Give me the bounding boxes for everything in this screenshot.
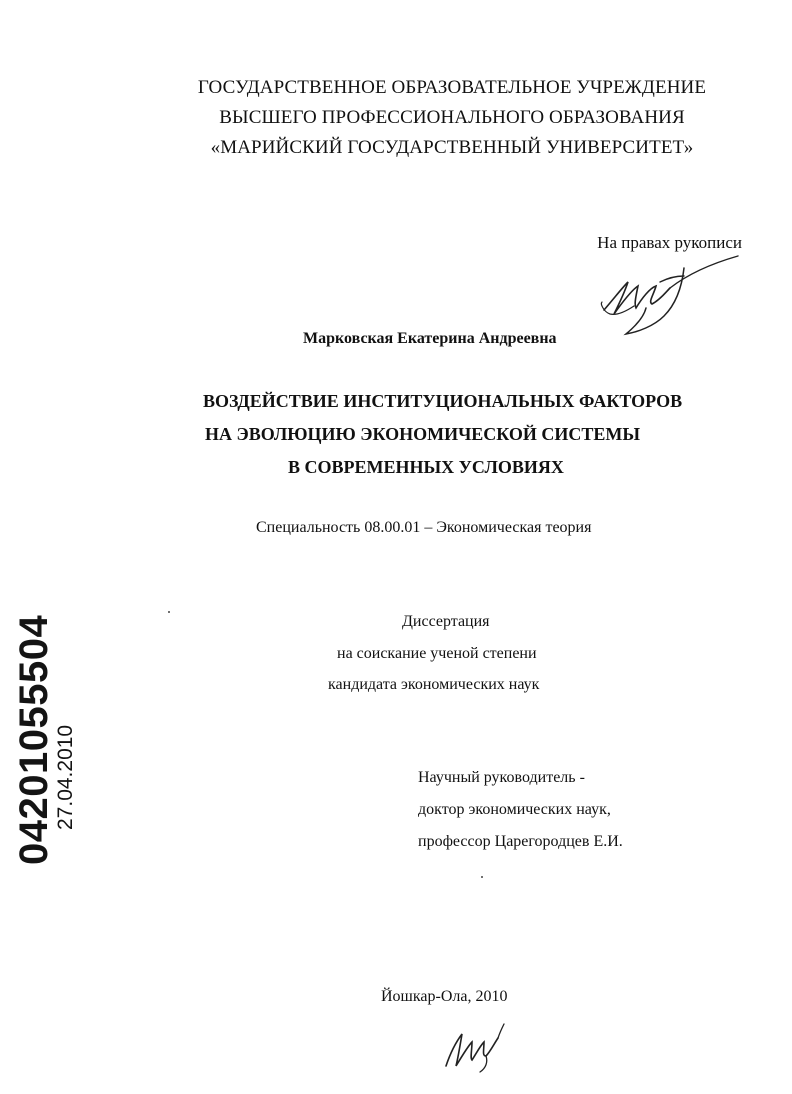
scan-speck — [481, 876, 483, 878]
degree-line-2: на соискание ученой степени — [337, 645, 537, 662]
degree-line-3: кандидата экономических наук — [328, 676, 540, 693]
city-year: Йошкар-Ола, 2010 — [381, 988, 508, 1005]
author-name: Марковская Екатерина Андреевна — [303, 330, 557, 347]
signature-top — [598, 252, 748, 337]
manuscript-rights-note: На правах рукописи — [597, 233, 742, 252]
degree-line-1: Диссертация — [402, 613, 490, 630]
library-stamp-date: 27.04.2010 — [54, 724, 77, 830]
specialty: Специальность 08.00.01 – Экономическая теория — [256, 519, 592, 536]
title-line-2: НА ЭВОЛЮЦИЮ ЭКОНОМИЧЕСКОЙ СИСТЕМЫ — [205, 424, 641, 444]
supervisor-line-1: Научный руководитель - — [418, 769, 585, 786]
institution-line-2: ВЫСШЕГО ПРОФЕССИОНАЛЬНОГО ОБРАЗОВАНИЯ — [219, 107, 685, 128]
institution-line-1: ГОСУДАРСТВЕННОЕ ОБРАЗОВАТЕЛЬНОЕ УЧРЕЖДЕНИЕ — [197, 77, 707, 98]
institution-line-3: «МАРИЙСКИЙ ГОСУДАРСТВЕННЫЙ УНИВЕРСИТЕТ» — [210, 137, 694, 158]
supervisor-line-2: доктор экономических наук, — [418, 801, 611, 818]
title-line-3: В СОВРЕМЕННЫХ УСЛОВИЯХ — [288, 457, 564, 477]
supervisor-line-3: профессор Царегородцев Е.И. — [418, 833, 623, 850]
library-stamp-number: 04201055504 — [12, 614, 56, 865]
signature-bottom — [440, 1020, 510, 1075]
scan-speck — [168, 611, 170, 613]
title-line-1: ВОЗДЕЙСТВИЕ ИНСТИТУЦИОНАЛЬНЫХ ФАКТОРОВ — [203, 391, 683, 411]
